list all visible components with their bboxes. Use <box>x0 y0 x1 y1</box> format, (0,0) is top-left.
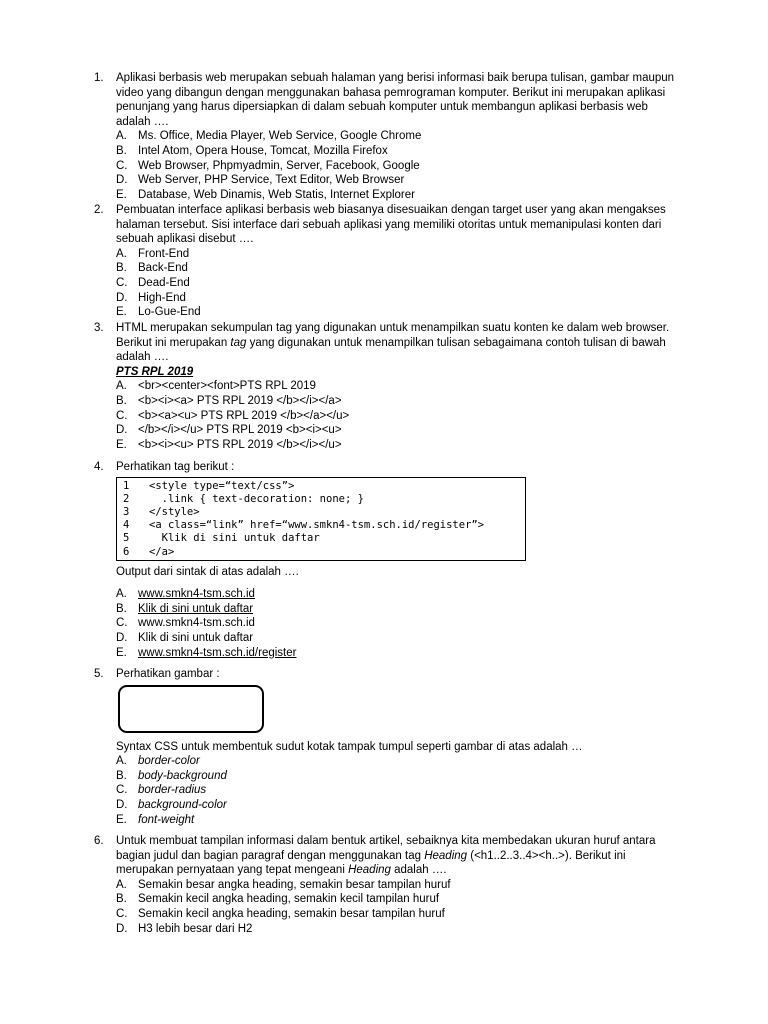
option-text: <b><a><u> PTS RPL 2019 </b></a></u> <box>138 409 350 422</box>
question-number: 6. <box>94 835 104 847</box>
question-5 <box>94 667 684 827</box>
question-text-part: HTML merupakan sekumpulan tag yang digunakan untuk menampilkan suatu konten ke dalam web browser. Berikut ini merupakan <box>116 322 670 349</box>
option-letter: B. <box>116 769 127 782</box>
code-line <box>123 519 525 532</box>
line-number: 6 <box>123 545 130 558</box>
option-letter: C. <box>116 617 128 630</box>
question-text: Aplikasi berbasis web merupakan sebuah halaman yang berisi informasi baik berupa tulisan, gambar maupun video yang dibangun dengan menggunakan bahasa pemrograman komputer. Berikut ini merupakan aplikasi penunjang yang harus dipersiapkan di dalam sebuah komputer untuk membangun aplikasi berbasis web adalah …. <box>116 72 675 128</box>
option-letter: B. <box>116 893 127 906</box>
question-6 <box>94 834 684 936</box>
code-text: .link { text-decoration: none; } <box>149 492 364 505</box>
question-number: 3. <box>94 322 104 334</box>
option-text: H3 lebih besar dari H2 <box>138 922 253 935</box>
option-e <box>116 813 684 828</box>
question-text-italic: Heading <box>424 849 468 862</box>
option-letter: E. <box>116 646 127 659</box>
option-text: www.smkn4-tsm.sch.id/register <box>138 646 297 659</box>
option-letter: D. <box>116 798 128 811</box>
line-number: 3 <box>123 506 130 518</box>
code-text: Klik di sini untuk daftar <box>149 532 320 545</box>
question-text: Pembuatan interface aplikasi berbasis web biasanya disesuaikan dengan target user yang akan mengakses halaman tersebut. Sisi interface dari sebuah aplikasi yang memiliki otoritas untuk memanipulasi konten dari sebuah aplikasi disebut …. <box>116 204 666 246</box>
option-text: background-color <box>138 798 227 811</box>
option-d <box>116 291 684 306</box>
question-followup: Output dari sintak di atas adalah …. <box>116 565 299 578</box>
option-letter: B. <box>116 144 127 157</box>
option-d <box>116 922 684 937</box>
question-text-part: Untuk membuat tampilan informasi dalam bentuk artikel, sebaiknya kita membedakan ukuran huruf antara bagian judul dan bagian paragraf dengan menggunakan tag <box>116 835 656 862</box>
option-text: <br><center><font>PTS RPL 2019 <box>138 380 316 393</box>
line-number: 2 <box>123 492 130 505</box>
option-e <box>116 646 684 661</box>
question-number: 5. <box>94 668 104 680</box>
code-text: </style> <box>149 506 200 518</box>
option-text: border-radius <box>138 784 207 797</box>
option-letter: D. <box>116 291 128 304</box>
option-text: www.smkn4-tsm.sch.id <box>138 588 255 601</box>
option-letter: E. <box>116 306 127 319</box>
code-text: <a class=“link” href=“www.smkn4-tsm.sch.id/register”> <box>149 519 485 532</box>
question-2 <box>94 203 684 320</box>
option-letter: B. <box>116 394 127 407</box>
option-c <box>116 159 684 174</box>
code-block <box>116 477 526 561</box>
option-b <box>116 394 684 409</box>
option-a <box>116 247 684 262</box>
option-d <box>116 423 684 438</box>
option-text: </b></i></u> PTS RPL 2019 <b><i><u> <box>138 424 342 437</box>
code-text: <style type=“text/css”> <box>149 479 295 492</box>
option-b <box>116 261 684 276</box>
question-text-part: (<h1..2..3..4><h..>). Berikut ini merupakan pernyataan yang tepat mengeani <box>116 849 626 877</box>
option-d <box>116 631 684 646</box>
option-text: border-color <box>138 755 200 768</box>
code-line <box>123 532 525 545</box>
code-line <box>123 546 525 559</box>
option-c <box>116 409 684 424</box>
option-d <box>116 798 684 813</box>
question-number: 4. <box>94 461 104 473</box>
option-letter: D. <box>116 631 128 644</box>
option-text: Semakin besar angka heading, semakin besar tampilan huruf <box>138 878 451 891</box>
option-letter: C. <box>116 409 128 422</box>
question-text-part: adalah …. <box>390 864 447 877</box>
option-e <box>116 188 684 203</box>
question-text-italic: tag <box>230 336 247 349</box>
option-text: Ms. Office, Media Player, Web Service, Google Chrome <box>138 130 422 143</box>
option-letter: C. <box>116 276 128 289</box>
option-a <box>116 587 684 602</box>
question-3 <box>94 321 684 452</box>
question-text <box>116 321 684 365</box>
option-b <box>116 144 684 159</box>
option-e <box>116 438 684 453</box>
option-text: Klik di sini untuk daftar <box>138 631 254 644</box>
option-text: Web Server, PHP Service, Text Editor, Web Browser <box>138 174 405 187</box>
option-text: Semakin kecil angka heading, semakin besar tampilan huruf <box>138 907 445 920</box>
code-line <box>123 506 525 519</box>
option-letter: E. <box>116 188 127 201</box>
option-text: font-weight <box>138 813 195 826</box>
line-number: 5 <box>123 532 130 545</box>
line-number: 4 <box>123 519 130 532</box>
question-4 <box>94 460 684 660</box>
option-text: Web Browser, Phpmyadmin, Server, Facebook, Google <box>138 159 420 172</box>
option-letter: D. <box>116 174 128 187</box>
question-text-italic: Heading <box>348 864 391 877</box>
option-text: Front-End <box>138 247 190 260</box>
option-a <box>116 129 684 144</box>
option-text: Database, Web Dinamis, Web Statis, Internet Explorer <box>138 188 415 201</box>
option-a <box>116 379 684 394</box>
option-d <box>116 173 684 188</box>
question-text <box>116 834 684 878</box>
code-line <box>123 480 525 493</box>
option-letter: C. <box>116 159 128 172</box>
option-b <box>116 602 684 617</box>
option-letter: C. <box>116 907 128 920</box>
option-letter: A. <box>116 588 127 601</box>
option-letter: B. <box>116 262 127 275</box>
option-c <box>116 276 684 291</box>
option-text: Intel Atom, Opera House, Tomcat, Mozilla Firefox <box>138 144 388 157</box>
option-letter: E. <box>116 438 127 451</box>
option-e <box>116 305 684 320</box>
sample-text: PTS RPL 2019 <box>116 365 194 378</box>
option-letter: B. <box>116 602 127 615</box>
option-letter: A. <box>116 380 127 393</box>
question-followup: Syntax CSS untuk membentuk sudut kotak tampak tumpul seperti gambar di atas adalah … <box>116 740 583 753</box>
question-text: Perhatikan gambar : <box>116 668 220 680</box>
option-letter: A. <box>116 247 127 260</box>
rounded-box-figure <box>118 685 264 733</box>
option-letter: C. <box>116 784 128 797</box>
question-text-part: yang digunakan untuk menampilkan tulisan sebagaimana contoh tulisan di bawah adalah …. <box>116 336 666 364</box>
option-text: Dead-End <box>138 276 190 289</box>
line-number: 1 <box>123 479 130 492</box>
option-letter: A. <box>116 878 127 891</box>
question-number: 1. <box>94 72 104 84</box>
option-letter: A. <box>116 130 127 143</box>
option-letter: D. <box>116 922 128 935</box>
option-text: Lo-Gue-End <box>138 306 201 319</box>
code-line <box>123 493 525 506</box>
option-text: Klik di sini untuk daftar <box>138 602 254 615</box>
option-letter: E. <box>116 813 127 826</box>
option-a <box>116 878 684 893</box>
option-text: Semakin kecil angka heading, semakin kecil tampilan huruf <box>138 893 440 906</box>
option-b <box>116 892 684 907</box>
option-b <box>116 769 684 784</box>
code-text: </a> <box>149 545 175 558</box>
option-c <box>116 907 684 922</box>
option-letter: D. <box>116 424 128 437</box>
option-a <box>116 754 684 769</box>
option-text: <b><i><a> PTS RPL 2019 </b></i></a> <box>138 394 342 407</box>
option-c <box>116 783 684 798</box>
option-text: <b><i><u> PTS RPL 2019 </b></i></u> <box>138 438 342 451</box>
option-text: body-background <box>138 769 227 782</box>
question-text: Perhatikan tag berikut : <box>116 461 235 473</box>
option-text: Back-End <box>138 262 188 275</box>
option-c <box>116 616 684 631</box>
option-text: High-End <box>138 291 186 304</box>
question-1 <box>94 71 684 202</box>
option-text: www.smkn4-tsm.sch.id <box>138 617 255 630</box>
option-letter: A. <box>116 755 127 768</box>
question-number: 2. <box>94 204 104 216</box>
